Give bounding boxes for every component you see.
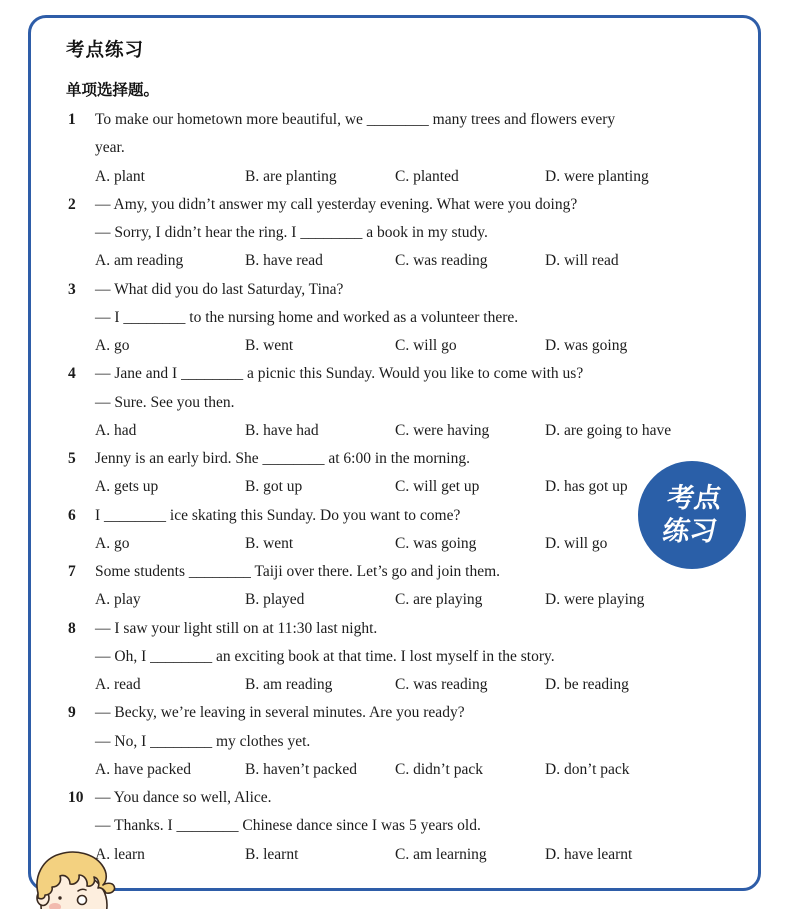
answer-option: D. will go	[545, 534, 608, 552]
question-stem-line: — Amy, you didn’t answer my call yesterday evening. What were you doing?	[95, 195, 578, 213]
answer-option: C. planted	[395, 167, 459, 185]
question-number: 2	[68, 195, 76, 213]
answer-option: A. read	[95, 676, 141, 693]
question-item	[68, 615, 728, 700]
question-number: 5	[68, 450, 76, 467]
question-stem-line: Some students ________ Taiji over there. Let’s go and join them.	[95, 563, 501, 580]
question-item	[68, 784, 728, 869]
question-number: 1	[68, 111, 76, 128]
question-body	[95, 191, 728, 276]
answer-option: A. play	[95, 591, 141, 609]
question-stem-line: — I ________ to the nursing home and worked as a volunteer there.	[95, 308, 519, 326]
answer-option: B. haven’t packed	[245, 760, 358, 778]
answer-option: D. were playing	[545, 591, 645, 609]
answer-options-row	[95, 671, 728, 699]
answer-option: C. am learning	[395, 845, 487, 863]
answer-option: D. will read	[545, 252, 619, 270]
answer-option: B. went	[245, 534, 294, 552]
question-number: 3	[68, 280, 76, 298]
answer-option: D. has got up	[545, 478, 628, 496]
answer-option: A. go	[95, 534, 130, 552]
answer-options-row	[95, 163, 728, 191]
question-body	[95, 276, 728, 361]
answer-options-row	[95, 247, 728, 275]
question-stem-line: — Oh, I ________ an exciting book at that time. I lost myself in the story.	[95, 647, 555, 665]
question-stem-line: year.	[95, 139, 125, 157]
question-item	[68, 106, 728, 191]
answer-option: D. was going	[545, 337, 628, 354]
answer-options-row	[95, 473, 728, 501]
question-item	[68, 445, 728, 502]
answer-option: D. be reading	[545, 676, 629, 693]
question-stem-line: Jenny is an early bird. She ________ at 6:00 in the morning.	[95, 450, 470, 467]
answer-option: B. played	[245, 591, 305, 609]
question-body	[95, 615, 728, 700]
answer-option: B. have had	[245, 421, 319, 439]
cartoon-child-character	[20, 843, 124, 909]
question-body	[95, 784, 728, 869]
question-body	[95, 106, 728, 191]
answer-options-row	[95, 841, 728, 869]
question-stem-line: — Sorry, I didn’t hear the ring. I ________ a book in my study.	[95, 224, 488, 241]
badge-line1: 考点	[665, 483, 724, 514]
answer-option: A. plant	[95, 167, 145, 185]
character-left-eye	[58, 896, 61, 899]
question-number: 4	[68, 365, 76, 383]
question-stem-line: — What did you do last Saturday, Tina?	[95, 280, 344, 298]
answer-option: C. were having	[395, 421, 490, 439]
question-body	[95, 502, 728, 559]
answer-options-row	[95, 756, 728, 784]
question-item	[68, 699, 728, 784]
answer-option: B. am reading	[245, 676, 333, 693]
answer-options-row	[95, 417, 728, 445]
question-item	[68, 558, 728, 615]
question-body	[95, 558, 728, 615]
question-item	[68, 191, 728, 276]
answer-option: A. had	[95, 421, 137, 439]
question-stem-line: — Sure. See you then.	[95, 393, 235, 411]
answer-option: D. were planting	[545, 167, 649, 185]
exam-practice-badge	[638, 461, 746, 569]
answer-option: C. was going	[395, 534, 477, 552]
badge-text	[660, 482, 723, 548]
answer-option: B. went	[245, 337, 294, 354]
question-number: 6	[68, 506, 76, 524]
question-list	[68, 106, 728, 869]
question-item	[68, 276, 728, 361]
question-stem-line: — No, I ________ my clothes yet.	[95, 732, 311, 750]
question-number: 10	[68, 789, 84, 806]
answer-option: A. learn	[95, 845, 145, 863]
answer-option: C. was reading	[395, 252, 488, 270]
question-number: 8	[68, 619, 76, 637]
answer-option: C. will go	[395, 337, 457, 354]
answer-options-row	[95, 586, 728, 614]
question-stem-line: — I saw your light still on at 11:30 last night.	[95, 619, 378, 637]
badge-line2: 练习	[660, 516, 719, 546]
question-number: 7	[68, 563, 76, 580]
question-body	[95, 360, 728, 445]
question-stem-line: To make our hometown more beautiful, we ________ many trees and flowers every	[95, 111, 616, 128]
question-stem-line: I ________ ice skating this Sunday. Do you want to come?	[95, 506, 461, 524]
question-item	[68, 360, 728, 445]
question-stem-line: — Jane and I ________ a picnic this Sunday. Would you like to come with us?	[95, 365, 584, 383]
question-stem-line: — Thanks. I ________ Chinese dance since I was 5 years old.	[95, 817, 481, 835]
page-title: 考点练习	[66, 39, 145, 60]
answer-option: A. go	[95, 337, 130, 354]
answer-option: B. have read	[245, 252, 323, 270]
answer-option: B. learnt	[245, 845, 299, 863]
answer-option: A. am reading	[95, 252, 184, 270]
question-item	[68, 502, 728, 559]
answer-option: D. are going to have	[545, 421, 672, 439]
answer-option: A. have packed	[95, 760, 191, 778]
answer-option: D. don’t pack	[545, 760, 630, 778]
answer-options-row	[95, 332, 728, 360]
question-number: 9	[68, 704, 76, 722]
answer-option: C. was reading	[395, 676, 488, 693]
answer-option: D. have learnt	[545, 845, 633, 863]
answer-options-row	[95, 530, 728, 558]
answer-option: C. didn’t pack	[395, 760, 483, 778]
question-stem-line: — You dance so well, Alice.	[95, 789, 272, 806]
character-right-eye	[78, 896, 87, 905]
answer-option: C. will get up	[395, 478, 480, 496]
answer-option: C. are playing	[395, 591, 483, 609]
question-body	[95, 699, 728, 784]
answer-option: A. gets up	[95, 478, 159, 496]
question-body	[95, 445, 728, 502]
answer-option: B. are planting	[245, 167, 337, 185]
answer-option: B. got up	[245, 478, 303, 496]
question-stem-line: — Becky, we’re leaving in several minutes. Are you ready?	[95, 704, 465, 722]
section-heading: 单项选择题。	[66, 82, 160, 99]
